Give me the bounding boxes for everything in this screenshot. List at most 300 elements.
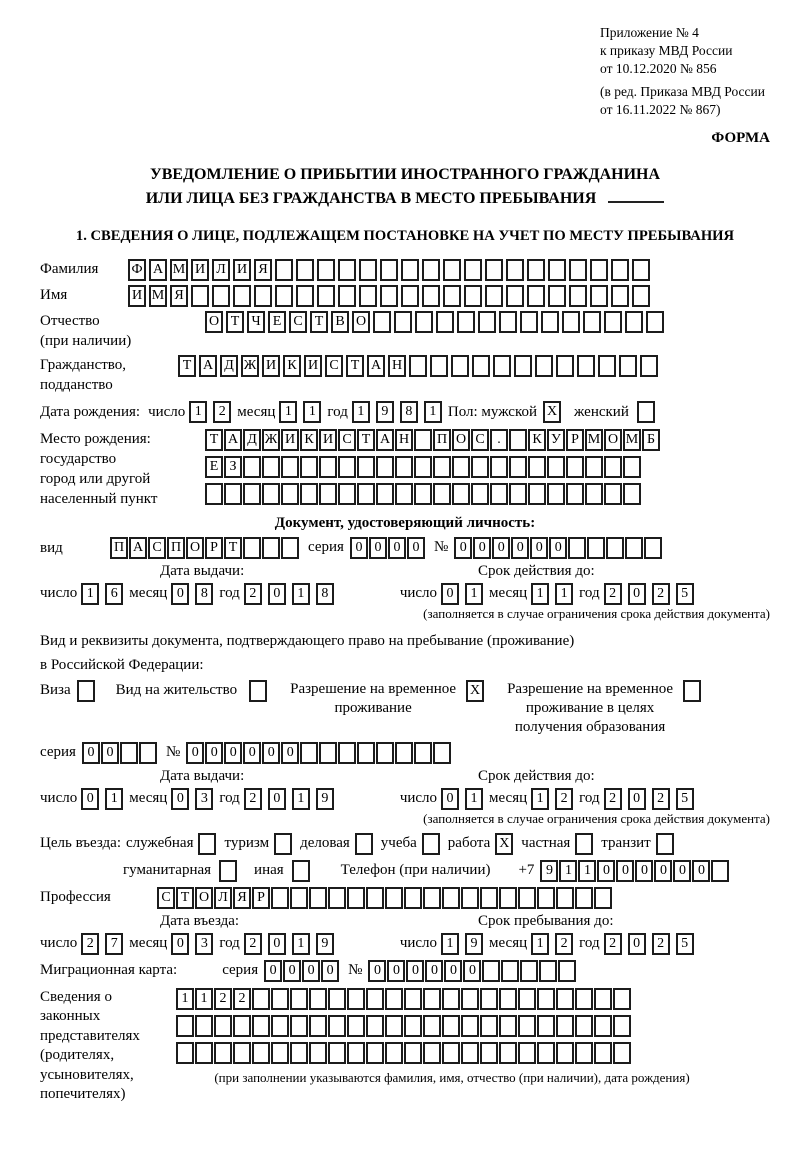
- char-box[interactable]: [423, 1042, 441, 1064]
- char-box[interactable]: [625, 537, 643, 559]
- char-box[interactable]: [632, 259, 650, 281]
- char-box[interactable]: 2: [604, 933, 622, 955]
- char-box[interactable]: X: [495, 833, 513, 855]
- char-box[interactable]: А: [224, 429, 242, 451]
- char-box[interactable]: С: [338, 429, 356, 451]
- char-box[interactable]: И: [281, 429, 299, 451]
- char-box[interactable]: [569, 259, 587, 281]
- char-box[interactable]: Ч: [247, 311, 265, 333]
- char-box[interactable]: 8: [195, 583, 213, 605]
- char-box[interactable]: [566, 456, 584, 478]
- char-box[interactable]: 0: [81, 788, 99, 810]
- char-box[interactable]: П: [433, 429, 451, 451]
- char-box[interactable]: [442, 1042, 460, 1064]
- char-box[interactable]: [594, 1015, 612, 1037]
- char-box[interactable]: [528, 483, 546, 505]
- char-box[interactable]: А: [149, 259, 167, 281]
- char-box[interactable]: [347, 1042, 365, 1064]
- char-box[interactable]: 0: [673, 860, 691, 882]
- char-box[interactable]: 8: [316, 583, 334, 605]
- char-box[interactable]: [480, 887, 498, 909]
- char-box[interactable]: [433, 483, 451, 505]
- char-box[interactable]: [195, 1015, 213, 1037]
- char-box[interactable]: [436, 311, 454, 333]
- char-box[interactable]: [395, 456, 413, 478]
- char-box[interactable]: [490, 483, 508, 505]
- char-box[interactable]: [547, 483, 565, 505]
- char-box[interactable]: 0: [281, 742, 299, 764]
- char-box[interactable]: 1: [303, 401, 321, 423]
- char-box[interactable]: 1: [578, 860, 596, 882]
- char-box[interactable]: [640, 355, 658, 377]
- char-box[interactable]: [443, 285, 461, 307]
- char-box[interactable]: [623, 483, 641, 505]
- char-box[interactable]: [404, 988, 422, 1010]
- char-box[interactable]: [317, 285, 335, 307]
- char-box[interactable]: [271, 988, 289, 1010]
- char-box[interactable]: [501, 960, 519, 982]
- char-box[interactable]: 1: [424, 401, 442, 423]
- char-box[interactable]: [195, 1042, 213, 1064]
- char-box[interactable]: [575, 988, 593, 1010]
- char-box[interactable]: [404, 887, 422, 909]
- char-box[interactable]: [176, 1015, 194, 1037]
- char-box[interactable]: 0: [628, 583, 646, 605]
- char-box[interactable]: [598, 355, 616, 377]
- char-box[interactable]: [328, 887, 346, 909]
- char-box[interactable]: [433, 742, 451, 764]
- char-box[interactable]: [233, 1042, 251, 1064]
- char-box[interactable]: [594, 887, 612, 909]
- char-box[interactable]: [611, 259, 629, 281]
- char-box[interactable]: [480, 1015, 498, 1037]
- char-box[interactable]: [422, 833, 440, 855]
- char-box[interactable]: 0: [597, 860, 615, 882]
- char-box[interactable]: Т: [226, 311, 244, 333]
- char-box[interactable]: 0: [205, 742, 223, 764]
- char-box[interactable]: 0: [406, 960, 424, 982]
- char-box[interactable]: [625, 311, 643, 333]
- char-box[interactable]: 0: [549, 537, 567, 559]
- char-box[interactable]: [357, 742, 375, 764]
- char-box[interactable]: [338, 285, 356, 307]
- char-box[interactable]: [482, 960, 500, 982]
- char-box[interactable]: 0: [369, 537, 387, 559]
- char-box[interactable]: 0: [454, 537, 472, 559]
- char-box[interactable]: Д: [243, 429, 261, 451]
- char-box[interactable]: [385, 887, 403, 909]
- char-box[interactable]: 0: [171, 933, 189, 955]
- char-box[interactable]: [376, 742, 394, 764]
- char-box[interactable]: [656, 833, 674, 855]
- char-box[interactable]: [587, 537, 605, 559]
- char-box[interactable]: [518, 1015, 536, 1037]
- char-box[interactable]: А: [376, 429, 394, 451]
- char-box[interactable]: С: [289, 311, 307, 333]
- char-box[interactable]: [300, 456, 318, 478]
- char-box[interactable]: О: [195, 887, 213, 909]
- char-box[interactable]: 2: [555, 788, 573, 810]
- char-box[interactable]: 1: [105, 788, 123, 810]
- char-box[interactable]: 1: [555, 583, 573, 605]
- char-box[interactable]: [380, 259, 398, 281]
- char-box[interactable]: 0: [321, 960, 339, 982]
- char-box[interactable]: [594, 1042, 612, 1064]
- char-box[interactable]: 1: [176, 988, 194, 1010]
- char-box[interactable]: 0: [387, 960, 405, 982]
- char-box[interactable]: 2: [244, 583, 262, 605]
- char-box[interactable]: 1: [465, 788, 483, 810]
- char-box[interactable]: [514, 355, 532, 377]
- char-box[interactable]: [606, 537, 624, 559]
- char-box[interactable]: [499, 887, 517, 909]
- char-box[interactable]: [376, 483, 394, 505]
- char-box[interactable]: 1: [279, 401, 297, 423]
- char-box[interactable]: Т: [224, 537, 242, 559]
- char-box[interactable]: [271, 1042, 289, 1064]
- char-box[interactable]: 0: [441, 583, 459, 605]
- char-box[interactable]: [290, 1015, 308, 1037]
- char-box[interactable]: 0: [262, 742, 280, 764]
- char-box[interactable]: [506, 285, 524, 307]
- char-box[interactable]: [281, 537, 299, 559]
- char-box[interactable]: [548, 285, 566, 307]
- char-box[interactable]: [205, 483, 223, 505]
- char-box[interactable]: 1: [465, 583, 483, 605]
- char-box[interactable]: 0: [243, 742, 261, 764]
- char-box[interactable]: 0: [463, 960, 481, 982]
- char-box[interactable]: [556, 988, 574, 1010]
- char-box[interactable]: [290, 988, 308, 1010]
- char-box[interactable]: Р: [566, 429, 584, 451]
- char-box[interactable]: [120, 742, 138, 764]
- char-box[interactable]: Е: [268, 311, 286, 333]
- char-box[interactable]: 2: [652, 583, 670, 605]
- char-box[interactable]: [547, 456, 565, 478]
- char-box[interactable]: [568, 537, 586, 559]
- char-box[interactable]: 2: [214, 988, 232, 1010]
- char-box[interactable]: [409, 355, 427, 377]
- char-box[interactable]: А: [367, 355, 385, 377]
- char-box[interactable]: А: [129, 537, 147, 559]
- char-box[interactable]: [461, 988, 479, 1010]
- char-box[interactable]: [423, 1015, 441, 1037]
- char-box[interactable]: [637, 401, 655, 423]
- char-box[interactable]: 0: [302, 960, 320, 982]
- char-box[interactable]: С: [325, 355, 343, 377]
- char-box[interactable]: [585, 483, 603, 505]
- char-box[interactable]: [472, 355, 490, 377]
- char-box[interactable]: [485, 259, 503, 281]
- char-box[interactable]: И: [191, 259, 209, 281]
- char-box[interactable]: М: [585, 429, 603, 451]
- char-box[interactable]: .: [490, 429, 508, 451]
- char-box[interactable]: [254, 285, 272, 307]
- char-box[interactable]: [404, 1042, 422, 1064]
- char-box[interactable]: [423, 887, 441, 909]
- char-box[interactable]: Т: [357, 429, 375, 451]
- char-box[interactable]: [499, 988, 517, 1010]
- char-box[interactable]: 1: [531, 933, 549, 955]
- char-box[interactable]: 1: [292, 788, 310, 810]
- char-box[interactable]: [274, 833, 292, 855]
- char-box[interactable]: О: [604, 429, 622, 451]
- char-box[interactable]: X: [543, 401, 561, 423]
- char-box[interactable]: 2: [604, 788, 622, 810]
- char-box[interactable]: [77, 680, 95, 702]
- char-box[interactable]: [338, 456, 356, 478]
- char-box[interactable]: [275, 259, 293, 281]
- char-box[interactable]: [249, 680, 267, 702]
- char-box[interactable]: [198, 833, 216, 855]
- char-box[interactable]: 9: [465, 933, 483, 955]
- char-box[interactable]: 0: [616, 860, 634, 882]
- char-box[interactable]: [252, 1042, 270, 1064]
- char-box[interactable]: [243, 483, 261, 505]
- char-box[interactable]: [357, 456, 375, 478]
- char-box[interactable]: [613, 988, 631, 1010]
- char-box[interactable]: [292, 860, 310, 882]
- char-box[interactable]: [577, 355, 595, 377]
- char-box[interactable]: С: [471, 429, 489, 451]
- char-box[interactable]: 0: [186, 742, 204, 764]
- char-box[interactable]: [385, 1042, 403, 1064]
- char-box[interactable]: [300, 742, 318, 764]
- char-box[interactable]: [296, 259, 314, 281]
- char-box[interactable]: [347, 1015, 365, 1037]
- char-box[interactable]: [423, 988, 441, 1010]
- char-box[interactable]: [575, 1015, 593, 1037]
- char-box[interactable]: С: [157, 887, 175, 909]
- char-box[interactable]: М: [170, 259, 188, 281]
- char-box[interactable]: 7: [105, 933, 123, 955]
- char-box[interactable]: [506, 259, 524, 281]
- char-box[interactable]: [585, 456, 603, 478]
- char-box[interactable]: 0: [444, 960, 462, 982]
- char-box[interactable]: 6: [105, 583, 123, 605]
- char-box[interactable]: 0: [350, 537, 368, 559]
- char-box[interactable]: И: [319, 429, 337, 451]
- char-box[interactable]: 0: [511, 537, 529, 559]
- char-box[interactable]: 0: [268, 788, 286, 810]
- char-box[interactable]: [575, 1042, 593, 1064]
- char-box[interactable]: [457, 311, 475, 333]
- char-box[interactable]: [480, 1042, 498, 1064]
- char-box[interactable]: Ф: [128, 259, 146, 281]
- char-box[interactable]: 0: [268, 933, 286, 955]
- char-box[interactable]: [556, 887, 574, 909]
- char-box[interactable]: 1: [189, 401, 207, 423]
- char-box[interactable]: [414, 742, 432, 764]
- char-box[interactable]: [401, 285, 419, 307]
- char-box[interactable]: [490, 456, 508, 478]
- char-box[interactable]: 3: [195, 933, 213, 955]
- char-box[interactable]: [366, 1015, 384, 1037]
- char-box[interactable]: О: [186, 537, 204, 559]
- char-box[interactable]: 0: [264, 960, 282, 982]
- char-box[interactable]: 1: [531, 788, 549, 810]
- char-box[interactable]: [404, 1015, 422, 1037]
- char-box[interactable]: Т: [205, 429, 223, 451]
- char-box[interactable]: [566, 483, 584, 505]
- char-box[interactable]: [493, 355, 511, 377]
- char-box[interactable]: Р: [252, 887, 270, 909]
- char-box[interactable]: 0: [283, 960, 301, 982]
- char-box[interactable]: 5: [676, 788, 694, 810]
- char-box[interactable]: [442, 1015, 460, 1037]
- char-box[interactable]: Т: [176, 887, 194, 909]
- char-box[interactable]: [328, 1042, 346, 1064]
- char-box[interactable]: [317, 259, 335, 281]
- char-box[interactable]: [233, 285, 251, 307]
- char-box[interactable]: [539, 960, 557, 982]
- char-box[interactable]: [471, 483, 489, 505]
- char-box[interactable]: [252, 1015, 270, 1037]
- char-box[interactable]: [711, 860, 729, 882]
- char-box[interactable]: О: [205, 311, 223, 333]
- char-box[interactable]: [509, 429, 527, 451]
- char-box[interactable]: 0: [388, 537, 406, 559]
- char-box[interactable]: [430, 355, 448, 377]
- char-box[interactable]: И: [304, 355, 322, 377]
- char-box[interactable]: [499, 1015, 517, 1037]
- char-box[interactable]: 1: [292, 933, 310, 955]
- char-box[interactable]: [328, 1015, 346, 1037]
- char-box[interactable]: [319, 742, 337, 764]
- char-box[interactable]: М: [623, 429, 641, 451]
- char-box[interactable]: [590, 259, 608, 281]
- char-box[interactable]: [355, 833, 373, 855]
- char-box[interactable]: [214, 1015, 232, 1037]
- char-box[interactable]: [613, 1042, 631, 1064]
- char-box[interactable]: [548, 259, 566, 281]
- char-box[interactable]: [262, 537, 280, 559]
- char-box[interactable]: [414, 429, 432, 451]
- char-box[interactable]: [537, 887, 555, 909]
- char-box[interactable]: 1: [292, 583, 310, 605]
- char-box[interactable]: [604, 311, 622, 333]
- char-box[interactable]: [527, 285, 545, 307]
- char-box[interactable]: [683, 680, 701, 702]
- char-box[interactable]: 9: [316, 788, 334, 810]
- char-box[interactable]: [357, 483, 375, 505]
- char-box[interactable]: [395, 742, 413, 764]
- char-box[interactable]: [518, 1042, 536, 1064]
- char-box[interactable]: В: [331, 311, 349, 333]
- char-box[interactable]: [359, 259, 377, 281]
- char-box[interactable]: Т: [178, 355, 196, 377]
- char-box[interactable]: П: [110, 537, 128, 559]
- char-box[interactable]: 0: [654, 860, 672, 882]
- char-box[interactable]: 5: [676, 583, 694, 605]
- char-box[interactable]: [191, 285, 209, 307]
- char-box[interactable]: 2: [244, 933, 262, 955]
- char-box[interactable]: И: [128, 285, 146, 307]
- char-box[interactable]: [214, 1042, 232, 1064]
- char-box[interactable]: [414, 483, 432, 505]
- char-box[interactable]: 1: [531, 583, 549, 605]
- char-box[interactable]: [537, 988, 555, 1010]
- char-box[interactable]: [319, 483, 337, 505]
- char-box[interactable]: [442, 988, 460, 1010]
- char-box[interactable]: [233, 1015, 251, 1037]
- char-box[interactable]: [528, 456, 546, 478]
- char-box[interactable]: Н: [395, 429, 413, 451]
- char-box[interactable]: А: [199, 355, 217, 377]
- char-box[interactable]: [296, 285, 314, 307]
- char-box[interactable]: И: [262, 355, 280, 377]
- char-box[interactable]: [414, 456, 432, 478]
- char-box[interactable]: [319, 456, 337, 478]
- char-box[interactable]: [575, 887, 593, 909]
- char-box[interactable]: 2: [604, 583, 622, 605]
- char-box[interactable]: [518, 988, 536, 1010]
- char-box[interactable]: [433, 456, 451, 478]
- char-box[interactable]: Е: [205, 456, 223, 478]
- char-box[interactable]: 2: [213, 401, 231, 423]
- char-box[interactable]: [562, 311, 580, 333]
- char-box[interactable]: [632, 285, 650, 307]
- char-box[interactable]: [604, 483, 622, 505]
- char-box[interactable]: Ж: [241, 355, 259, 377]
- char-box[interactable]: [385, 988, 403, 1010]
- char-box[interactable]: [537, 1042, 555, 1064]
- char-box[interactable]: [373, 311, 391, 333]
- char-box[interactable]: [452, 483, 470, 505]
- char-box[interactable]: [262, 456, 280, 478]
- char-box[interactable]: 2: [555, 933, 573, 955]
- char-box[interactable]: Ж: [262, 429, 280, 451]
- char-box[interactable]: [395, 483, 413, 505]
- char-box[interactable]: [499, 1042, 517, 1064]
- char-box[interactable]: [646, 311, 664, 333]
- char-box[interactable]: [328, 988, 346, 1010]
- char-box[interactable]: [243, 456, 261, 478]
- char-box[interactable]: 0: [368, 960, 386, 982]
- char-box[interactable]: [422, 259, 440, 281]
- char-box[interactable]: [461, 1042, 479, 1064]
- char-box[interactable]: [623, 456, 641, 478]
- char-box[interactable]: [243, 537, 261, 559]
- char-box[interactable]: [464, 259, 482, 281]
- char-box[interactable]: [619, 355, 637, 377]
- char-box[interactable]: 0: [425, 960, 443, 982]
- char-box[interactable]: [480, 988, 498, 1010]
- char-box[interactable]: [271, 887, 289, 909]
- char-box[interactable]: [499, 311, 517, 333]
- char-box[interactable]: [347, 887, 365, 909]
- char-box[interactable]: [590, 285, 608, 307]
- char-box[interactable]: У: [547, 429, 565, 451]
- char-box[interactable]: 8: [400, 401, 418, 423]
- char-box[interactable]: [290, 887, 308, 909]
- char-box[interactable]: [594, 988, 612, 1010]
- char-box[interactable]: 0: [224, 742, 242, 764]
- char-box[interactable]: 2: [244, 788, 262, 810]
- char-box[interactable]: [537, 1015, 555, 1037]
- char-box[interactable]: [139, 742, 157, 764]
- char-box[interactable]: [485, 285, 503, 307]
- char-box[interactable]: 9: [540, 860, 558, 882]
- char-box[interactable]: [583, 311, 601, 333]
- char-box[interactable]: [359, 285, 377, 307]
- char-box[interactable]: К: [528, 429, 546, 451]
- char-box[interactable]: [290, 1042, 308, 1064]
- char-box[interactable]: [366, 1042, 384, 1064]
- char-box[interactable]: [219, 860, 237, 882]
- char-box[interactable]: [224, 483, 242, 505]
- char-box[interactable]: Л: [212, 259, 230, 281]
